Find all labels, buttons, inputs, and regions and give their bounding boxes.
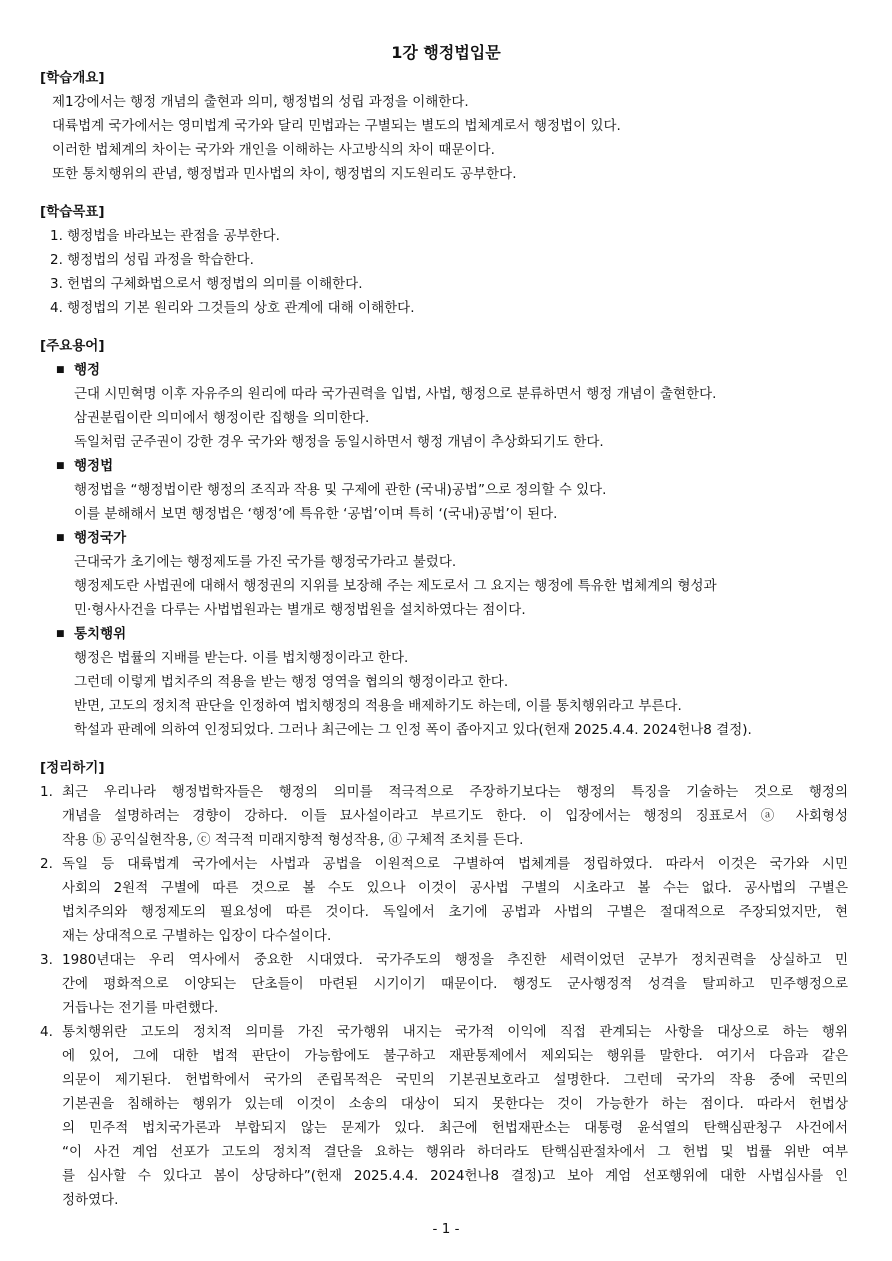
summary-item-number: 2. (40, 856, 53, 872)
summary-line: 간에 평화적으로 이양되는 단초들이 마련된 시기이기 때문이다. 행정도 군사행정적 성격을 탈피하고 민주행정으로 (62, 976, 848, 992)
term-description-line: 행정제도란 사법권에 대해서 행정권의 지위를 보장해 주는 제도로서 그 요지는 행정에 특유한 법체계의 형성과 (74, 578, 717, 594)
summary-line: 개념을 설명하려는 경향이 강하다. 이들 묘사설이라고 부르기도 한다. 이 입장에서는 행정의 징표로서 ⓐ 사회형성 (62, 808, 848, 824)
summary-line: 재는 상대적으로 구별하는 입장이 다수설이다. (62, 928, 332, 944)
overview-line: 대륙법계 국가에서는 영미법계 국가와 달리 민법과는 구별되는 별도의 법체계로서 행정법이 있다. (52, 118, 621, 134)
summary-line: 최근 우리나라 행정법학자들은 행정의 의미를 적극적으로 주장하기보다는 행정의 특징을 기술하는 것으로 행정의 (62, 784, 848, 800)
goal-item: 3. 헌법의 구체화법으로서 행정법의 의미를 이해한다. (50, 276, 363, 292)
summary-list (40, 780, 848, 1212)
summary-line: 독일 등 대륙법계 국가에서는 사법과 공법을 이원적으로 구별하여 법체계를 정립하였다. 따라서 이것은 국가와 시민 (62, 856, 848, 872)
overview-line: 또한 통치행위의 관념, 행정법과 민사법의 차이, 행정법의 지도원리도 공부한다. (52, 166, 517, 182)
summary-line: 법치주의와 행정제도의 필요성에 따른 것이다. 독일에서 초기에 공법과 사법의 구별은 절대적으로 주장되었지만, 현 (62, 904, 848, 920)
term-description-line: 독일처럼 군주권이 강한 경우 국가와 행정을 동일시하면서 행정 개념이 추상화되기도 한다. (74, 434, 604, 450)
summary-line: 정하였다. (62, 1192, 119, 1208)
term-description-line: 학설과 판례에 의하여 인정되었다. 그러나 최근에는 그 인정 폭이 좁아지고 있다(헌재 2025.4.4. 2024헌나8 결정). (74, 722, 752, 738)
summary-line: 의 민주적 법치국가론과 부합되지 않는 문제가 있다. 최근에 헌법재판소는 대통령 윤석열의 탄핵심판청구 사건에서 (62, 1120, 848, 1136)
bullet-icon: ■ (56, 461, 65, 471)
term-label: 행정 (74, 362, 101, 378)
summary-line: “이 사건 계엄 선포가 고도의 정치적 결단을 요하는 행위라 하더라도 탄핵심판절차에서 그 헌법 및 법률 위반 여부 (62, 1144, 848, 1160)
summary-line: 사회의 2원적 구별에 따른 것으로 볼 수도 있으나 이것이 공사법 구별의 시초라고 볼 수는 없다. 공사법의 구별은 (62, 880, 848, 896)
term-description-line: 근대국가 초기에는 행정제도를 가진 국가를 행정국가라고 불렀다. (74, 554, 457, 570)
term-title (40, 622, 848, 646)
summary-line: 1980년대는 우리 역사에서 중요한 시대였다. 국가주도의 행정을 추진한 세력이었던 군부가 정치권력을 상실하고 민 (62, 952, 848, 968)
summary-item-number: 1. (40, 784, 53, 800)
summary-line: 거듭나는 전기를 마련했다. (62, 1000, 219, 1016)
summary-item-number: 4. (40, 1024, 53, 1040)
summary-item (40, 852, 848, 948)
term-description-line: 행정은 법률의 지배를 받는다. 이를 법치행정이라고 한다. (74, 650, 409, 666)
summary-line: 작용 ⓑ 공익실현작용, ⓒ 적극적 미래지향적 형성작용, ⓓ 구체적 조치를 든다. (62, 832, 524, 848)
terms-heading: [주요용어] (40, 338, 105, 354)
goal-item: 1. 행정법을 바라보는 관점을 공부한다. (50, 228, 280, 244)
bullet-icon: ■ (56, 365, 65, 375)
overview-section (40, 90, 848, 186)
summary-line: 의문이 제기된다. 헌법학에서 국가의 존립목적은 국민의 기본권보호라고 설명한다. 그런데 국가의 작용 중에 국민의 (62, 1072, 848, 1088)
summary-line: 통치행위란 고도의 정치적 의미를 가진 국가행위 내지는 국가적 이익에 직접 관계되는 사항을 대상으로 하는 행위 (62, 1024, 848, 1040)
term-label: 행정국가 (74, 530, 127, 546)
summary-line: 에 있어, 그에 대한 법적 판단이 가능함에도 불구하고 재판통제에서 제외되는 행위를 말한다. 여기서 다음과 같은 (62, 1048, 848, 1064)
goal-item: 2. 행정법의 성립 과정을 학습한다. (50, 252, 254, 268)
summary-item (40, 780, 848, 852)
bullet-icon: ■ (56, 629, 65, 639)
overview-heading: [학습개요] (40, 70, 105, 86)
document-body (40, 66, 848, 1212)
term-description-line: 이를 분해해서 보면 행정법은 ‘행정’에 특유한 ‘공법’이며 특히 ‘(국내)공법’이 된다. (74, 506, 558, 522)
bullet-icon: ■ (56, 533, 65, 543)
terms-list (40, 358, 848, 742)
term-description-line: 근대 시민혁명 이후 자유주의 원리에 따라 국가권력을 입법, 사법, 행정으로 분류하면서 행정 개념이 출현한다. (74, 386, 717, 402)
summary-item (40, 948, 848, 1020)
summary-item-number: 3. (40, 952, 53, 968)
term-description-line: 반면, 고도의 정치적 판단을 인정하여 법치행정의 적용을 배제하기도 하는데, 이를 통치행위라고 부른다. (74, 698, 682, 714)
term-description-line: 삼권분립이란 의미에서 행정이란 집행을 의미한다. (74, 410, 370, 426)
term-label: 행정법 (74, 458, 114, 474)
goals-list (40, 224, 848, 320)
term-title (40, 526, 848, 550)
document-title: 1강 행정법입문 (391, 43, 501, 62)
summary-item (40, 1020, 848, 1212)
goals-heading: [학습목표] (40, 204, 105, 220)
term-description-line: 행정법을 “행정법이란 행정의 조직과 작용 및 구제에 관한 (국내)공법”으로 정의할 수 있다. (74, 482, 607, 498)
term-description-line: 그런데 이렇게 법치주의 적용을 받는 행정 영역을 협의의 행정이라고 한다. (74, 674, 509, 690)
term-title (40, 358, 848, 382)
goal-item: 4. 행정법의 기본 원리와 그것들의 상호 관계에 대해 이해한다. (50, 300, 415, 316)
summary-line: 기본권을 침해하는 행위가 있는데 이것이 소송의 대상이 되지 못한다는 것이 가능한가 하는 점이다. 따라서 헌법상 (62, 1096, 848, 1112)
summary-line: 를 심사할 수 있다고 봄이 상당하다”(헌재 2025.4.4. 2024헌나8 결정)고 보아 계엄 선포행위에 대한 사법심사를 인 (62, 1168, 848, 1184)
term-label: 통치행위 (74, 626, 127, 642)
overview-line: 제1강에서는 행정 개념의 출현과 의미, 행정법의 성립 과정을 이해한다. (52, 94, 469, 110)
term-description-line: 민·형사사건을 다루는 사법법원과는 별개로 행정법원을 설치하였다는 점이다. (74, 602, 526, 618)
page-number: - 1 - (432, 1221, 460, 1237)
summary-heading: [정리하기] (40, 760, 105, 776)
term-title (40, 454, 848, 478)
overview-line: 이러한 법체계의 차이는 국가와 개인을 이해하는 사고방식의 차이 때문이다. (52, 142, 495, 158)
